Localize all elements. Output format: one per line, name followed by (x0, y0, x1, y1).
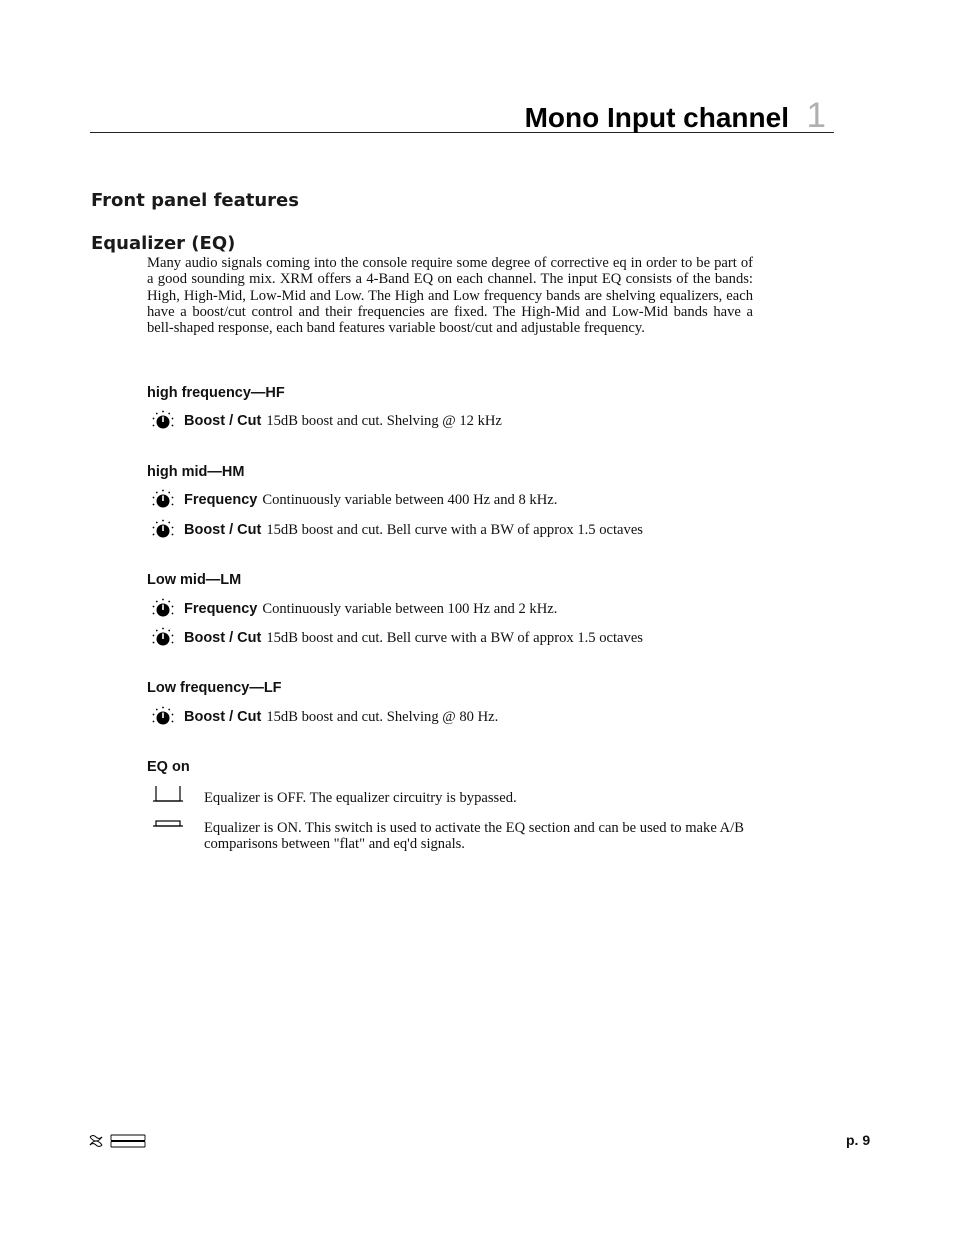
item-description: 15dB boost and cut. Bell curve with a BW of approx 1.5 octaves (266, 629, 643, 646)
chapter-header (90, 98, 834, 133)
band-heading-hm: high mid—HM (147, 464, 245, 480)
band-heading-lm: Low mid—LM (147, 572, 242, 588)
lm-boost-cut-item (150, 626, 643, 650)
crest-audio-logo (89, 1133, 147, 1149)
switch-on-icon (153, 815, 183, 833)
item-description: Continuously variable between 100 Hz and 2 kHz. (262, 600, 558, 617)
knob-icon (150, 705, 176, 729)
item-label: Boost / Cut (184, 522, 262, 538)
knob-icon (150, 488, 176, 512)
knob-icon (150, 626, 176, 650)
intro-paragraph: Many audio signals coming into the console require some degree of corrective eq in order to be part of a good sounding mix. XRM offers a 4-Band EQ on each channel. The input EQ consists of the bands: High, High-Mid, Low-Mid and Low. The High and Low frequency bands are shelving equalizers, each have a boost/cut control and their frequencies are fixed. The High-Mid and Low-Mid bands have a bell-shaped response, each band features variable boost/cut and adjustable frequency. (147, 255, 753, 337)
item-description: 15dB boost and cut. Bell curve with a BW of approx 1.5 octaves (266, 521, 643, 538)
knob-icon (150, 518, 176, 542)
band-heading-hf: high frequency—HF (147, 385, 285, 401)
item-description: 15dB boost and cut. Shelving @ 12 kHz (266, 412, 502, 429)
item-description: Continuously variable between 400 Hz and 8 kHz. (262, 491, 558, 508)
item-label: Frequency (184, 601, 258, 617)
item-description: 15dB boost and cut. Shelving @ 80 Hz. (266, 708, 499, 725)
band-heading-lf: Low frequency—LF (147, 680, 282, 696)
chapter-number: 1 (806, 96, 826, 135)
switch-description: Equalizer is ON. This switch is used to activate the EQ section and can be used to make A/B comparisons between "flat" and eq'd signals. (204, 820, 744, 853)
eq-on-heading: EQ on (147, 759, 190, 775)
knob-icon (150, 409, 176, 433)
page-number: p. 9 (846, 1132, 871, 1148)
switch-off-icon (153, 785, 183, 803)
hm-boost-cut-item (150, 518, 643, 542)
section-title: Front panel features (91, 190, 299, 211)
lm-frequency-item (150, 597, 557, 621)
switch-description: Equalizer is OFF. The equalizer circuitry is bypassed. (204, 790, 517, 806)
subsection-title: Equalizer (EQ) (91, 233, 236, 254)
item-label: Boost / Cut (184, 413, 262, 429)
eq-on-state (153, 815, 760, 853)
eq-off-state (153, 785, 760, 806)
hm-frequency-item (150, 488, 557, 512)
lf-boost-cut-item (150, 705, 498, 729)
chapter-title: Mono Input channel (524, 102, 789, 133)
hf-boost-cut-item (150, 409, 502, 433)
item-label: Boost / Cut (184, 709, 262, 725)
item-label: Boost / Cut (184, 630, 262, 646)
knob-icon (150, 597, 176, 621)
item-label: Frequency (184, 492, 258, 508)
